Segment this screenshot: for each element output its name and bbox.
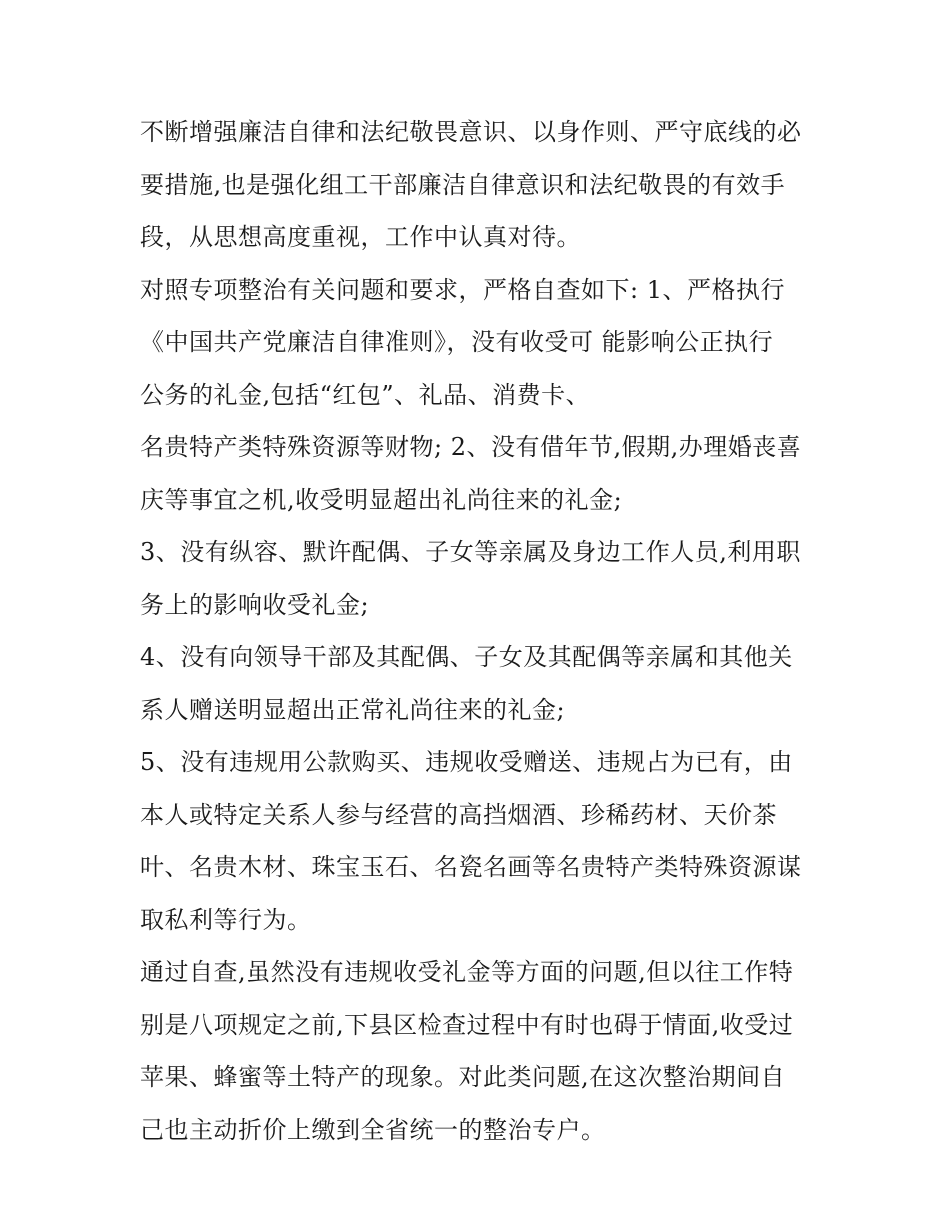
text-line: 别是八项规定之前,下县区检查过程中有时也碍于情面,收受过 [140, 1010, 794, 1039]
text-line: 通过自查,虽然没有违规收受礼金等方面的问题,但以往工作特 [140, 958, 794, 986]
text-line: 庆等事宜之机,收受明显超出礼尚往来的礼金; [140, 485, 623, 514]
text-line: 段，从思想高度重视，工作中认真对待。 [140, 223, 581, 251]
text-line: 务上的影响收受礼金; [140, 590, 370, 619]
text-line: 《中国共产党廉洁自律准则》，没有收受可 能影响公正执行 [140, 328, 774, 356]
text-line: 取私利等行为。 [140, 905, 312, 934]
text-line: 叶、名贵木材、珠宝玉石、名瓷名画等名贵特产类特殊资源谋 [140, 853, 802, 881]
text-line: 4、没有向领导干部及其配偶、子女及其配偶等亲属和其他关 [140, 643, 793, 671]
text-line: 本人或特定关系人参与经营的高挡烟酒、珍稀药材、天价茶 [140, 800, 777, 829]
text-line: 名贵特产类特殊资源等财物; 2、没有借年节,假期,办理婚丧喜 [140, 433, 802, 461]
text-line: 公务的礼金,包括“红包”、礼品、消费卡、 [140, 380, 591, 409]
text-line: 不断增强廉洁自律和法纪敬畏意识、以身作则、严守底线的必 [140, 118, 802, 146]
text-line: 对照专项整治有关问题和要求，严格自查如下: 1、严格执行 [140, 275, 785, 304]
text-line: 5、没有违规用公款购买、违规收受赠送、违规占为已有，由 [140, 748, 793, 776]
document-body [140, 106, 830, 1156]
text-line: 苹果、蜂蜜等土特产的现象。对此类问题,在这次整治期间自 [140, 1063, 786, 1091]
text-line: 要措施,也是强化组工干部廉洁自律意识和法纪敬畏的有效手 [140, 170, 786, 199]
text-line: 3、没有纵容、默许配偶、子女等亲属及身边工作人员,利用职 [140, 538, 801, 566]
text-line: 己也主动折价上缴到全省统一的整治专户。 [140, 1115, 606, 1144]
text-line: 系人赠送明显超出正常礼尚往来的礼金; [140, 695, 566, 724]
